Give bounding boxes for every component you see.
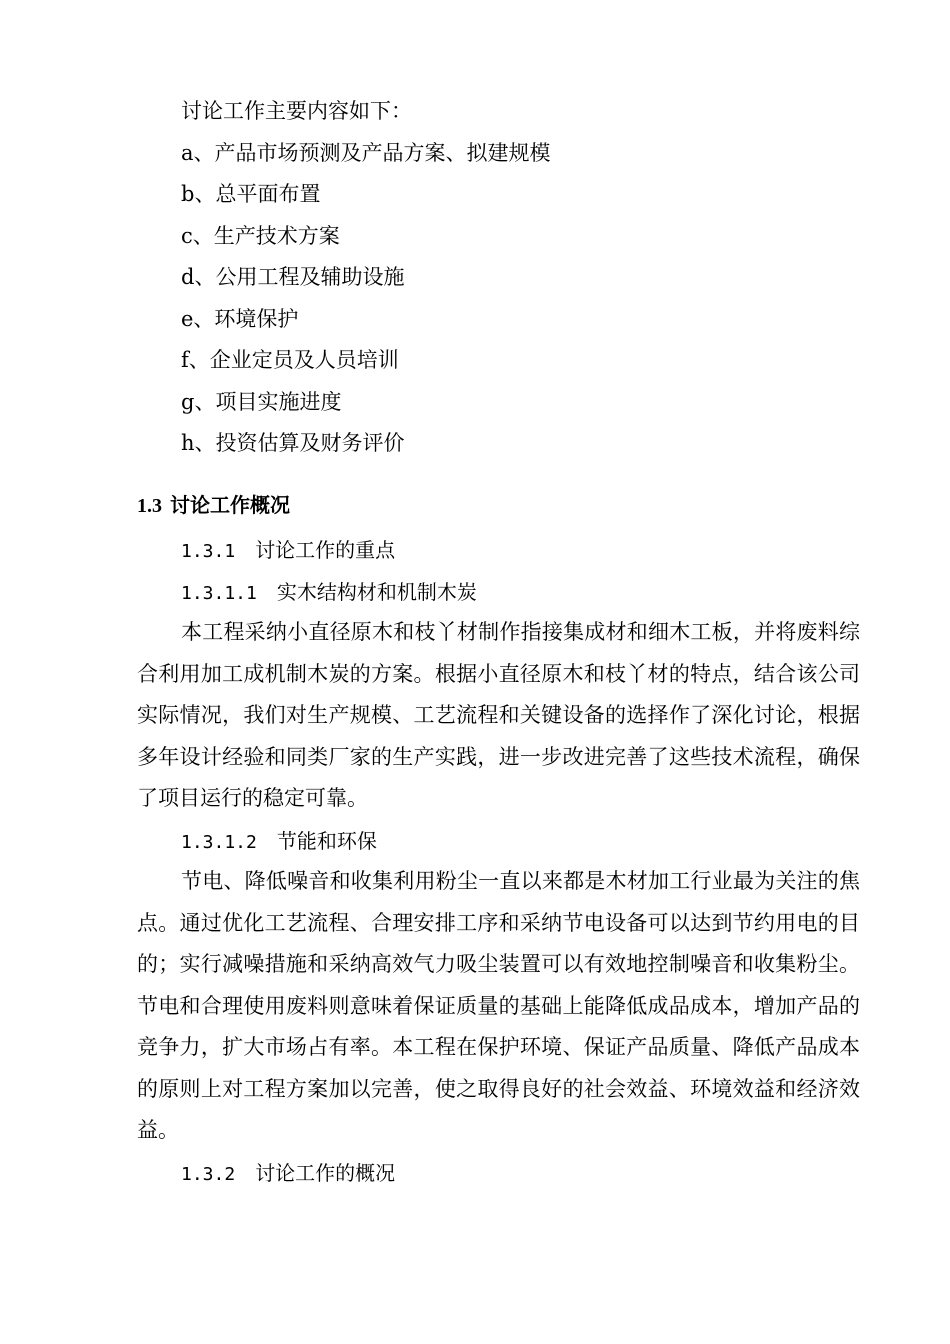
list-item-f: f、企业定员及人员培训: [181, 348, 399, 372]
subheading-title: 实木结构材和机制木炭: [276, 580, 477, 604]
list-item-a: a、产品市场预测及产品方案、拟建规模: [181, 141, 551, 165]
subheading-number: 1.3.1.2: [181, 832, 257, 853]
subheading-1-3-1-2: [181, 829, 377, 855]
section-title: 讨论工作概况: [170, 493, 290, 517]
section-heading-1-3: [137, 493, 290, 518]
list-item-c: c、生产技术方案: [181, 224, 340, 248]
subheading-title: 讨论工作的概况: [255, 1161, 396, 1185]
subheading-number: 1.3.2: [181, 1164, 236, 1185]
list-item-g: g、项目实施进度: [181, 390, 342, 414]
intro-text: 讨论工作主要内容如下：: [181, 99, 412, 123]
subheading-title: 讨论工作的重点: [255, 538, 396, 562]
list-item-h: h、投资估算及财务评价: [181, 431, 405, 455]
list-item-e: e、环境保护: [181, 307, 299, 331]
subheading-1-3-1: [181, 538, 395, 564]
subheading-1-3-1-1: [181, 580, 477, 606]
subheading-number: 1.3.1.1: [181, 583, 257, 604]
section-number: 1.3: [137, 495, 162, 517]
subheading-number: 1.3.1: [181, 541, 236, 562]
subheading-1-3-2: [181, 1161, 395, 1187]
list-item-d: d、公用工程及辅助设施: [181, 265, 405, 289]
paragraph-energy-and-environment: 节电、降低噪音和收集利用粉尘一直以来都是木材加工行业最为关注的焦点。通过优化工艺流程、合理安排工序和采纳节电设备可以达到节约用电的目的；实行减噪措施和采纳高效气力吸尘装置可以有效地控制噪音和收集粉尘。节电和合理使用废料则意味着保证质量的基础上能降低成品成本，增加产品的竞争力，扩大市场占有率。本工程在保护环境、保证产品质量、降低产品成本的原则上对工程方案加以完善，使之取得良好的社会效益、环境效益和经济效益。: [137, 869, 860, 1142]
list-item-b: b、总平面布置: [181, 182, 321, 206]
paragraph-wood-and-charcoal: 本工程采纳小直径原木和枝丫材制作指接集成材和细木工板，并将废料综合利用加工成机制木炭的方案。根据小直径原木和枝丫材的特点，结合该公司实际情况，我们对生产规模、工艺流程和关键设备的选择作了深化讨论，根据多年设计经验和同类厂家的生产实践，进一步改进完善了这些技术流程，确保了项目运行的稳定可靠。: [137, 620, 860, 810]
subheading-title: 节能和环保: [276, 829, 377, 853]
